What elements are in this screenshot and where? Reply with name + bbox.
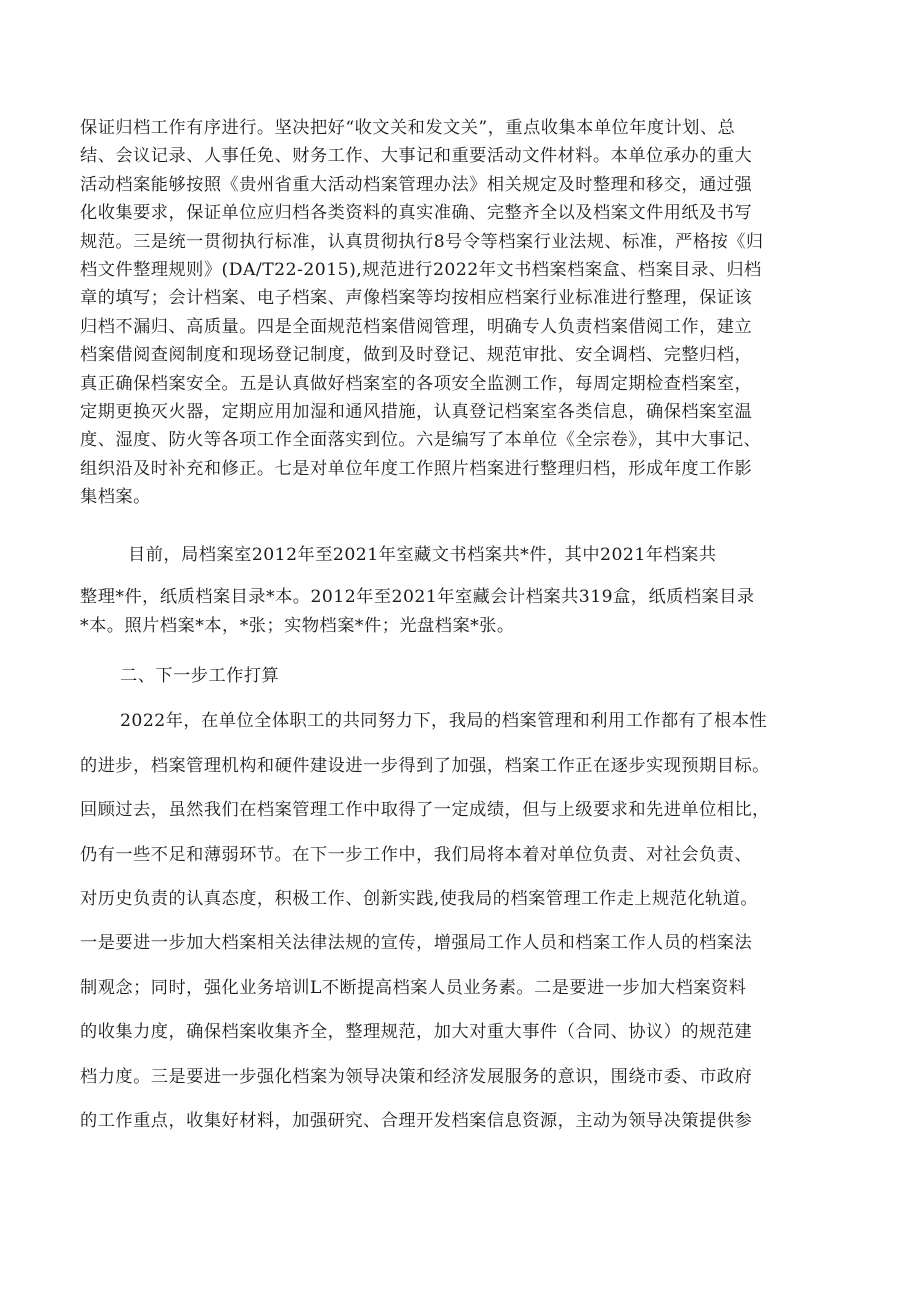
paragraph-3-line: 一是要进一步加大档案相关法律法规的宣传，增强局工作人员和档案工作人员的档案法 [80,933,753,953]
paragraph-1-line: 度、湿度、防火等各项工作全面落实到位。六是编写了本单位《全宗卷》，其中大事记、 [80,430,762,450]
paragraph-1-line: 章的填写；会计档案、电子档案、声像档案等均按相应档案行业标准进行整理，保证该 [80,288,753,308]
paragraph-3-line: 的进步，档案管理机构和硬件建设进一步得到了加强，档案工作正在逐步实现预期目标。 [80,756,770,776]
paragraph-3-line: 的工作重点，收集好材料，加强研究、合理开发档案信息资源，主动为领导决策提供参 [80,1111,753,1131]
paragraph-1-line: 档案借阅查阅制度和现场登记制度，做到及时登记、规范审批、安全调档、完整归档， [80,345,753,365]
paragraph-3-line: 档力度。三是要进一步强化档案为领导决策和经济发展服务的意识，围绕市委、市政府 [80,1067,753,1087]
paragraph-1-line: 结、会议记录、人事任免、财务工作、大事记和重要活动文件材料。本单位承办的重大 [80,146,753,166]
paragraph-1-line: 档文件整理规则》(DA/T22-2015),规范进行2022年文书档案档案盒、档案目录、归档 [80,260,762,280]
paragraph-3-line: 的收集力度，确保档案收集齐全，整理规范，加大对重大事件（合同、协议）的规范建 [80,1022,753,1042]
paragraph-1-line: 化收集要求，保证单位应归档各类资料的真实准确、完整齐全以及档案文件用纸及书写 [80,203,753,223]
paragraph-1-line: 组织沿及时补充和修正。七是对单位年度工作照片档案进行整理归档，形成年度工作影 [80,459,753,479]
paragraph-3-line: 回顾过去，虽然我们在档案管理工作中取得了一定成绩，但与上级要求和先进单位相比， [80,800,770,820]
paragraph-2-first-line: 目前，局档案室2012年至2021年室藏文书档案共*件，其中2021年档案共 [128,545,717,565]
paragraph-3-line: 2022年，在单位全体职工的共同努力下，我局的档案管理和利用工作都有了根本性 [120,711,768,731]
paragraph-3-line: 对历史负责的认真态度，积极工作、创新实践,使我局的档案管理工作走上规范化轨道。 [80,889,759,909]
paragraph-1-line: 集档案。 [80,487,151,507]
paragraph-1-line: 定期更换灭火器，定期应用加湿和通风措施，认真登记档案室各类信息，确保档案室温 [80,402,753,422]
paragraph-3-line: 仍有一些不足和薄弱环节。在下一步工作中，我们局将本着对单位负责、对社会负责、 [80,845,753,865]
paragraph-1-line: 保证归档工作有序进行。坚决把好“收文关和发文关”，重点收集本单位年度计划、总 [80,118,736,138]
paragraph-2-line: 整理*件，纸质档案目录*本。2012年至2021年室藏会计档案共319盒，纸质档案目录 [80,587,755,607]
paragraph-1-line: 活动档案能够按照《贵州省重大活动档案管理办法》相关规定及时整理和移交，通过强 [80,175,753,195]
paragraph-2-line: *本。照片档案*本，*张；实物档案*件；光盘档案*张。 [80,616,515,636]
paragraph-1-line: 真正确保档案安全。五是认真做好档案室的各项安全监测工作，每周定期检查档案室， [80,374,753,394]
paragraph-1-line: 归档不漏归、高质量。四是全面规范档案借阅管理，明确专人负责档案借阅工作，建立 [80,317,753,337]
paragraph-1-line: 规范。三是统一贯彻执行标准，认真贯彻执行8号令等档案行业法规、标准，严格按《归 [80,232,764,252]
paragraph-3-line: 制观念；同时，强化业务培训L不断提高档案人员业务素。二是要进一步加大档案资料 [80,978,747,998]
section-heading: 二、下一步工作打算 [120,666,280,686]
